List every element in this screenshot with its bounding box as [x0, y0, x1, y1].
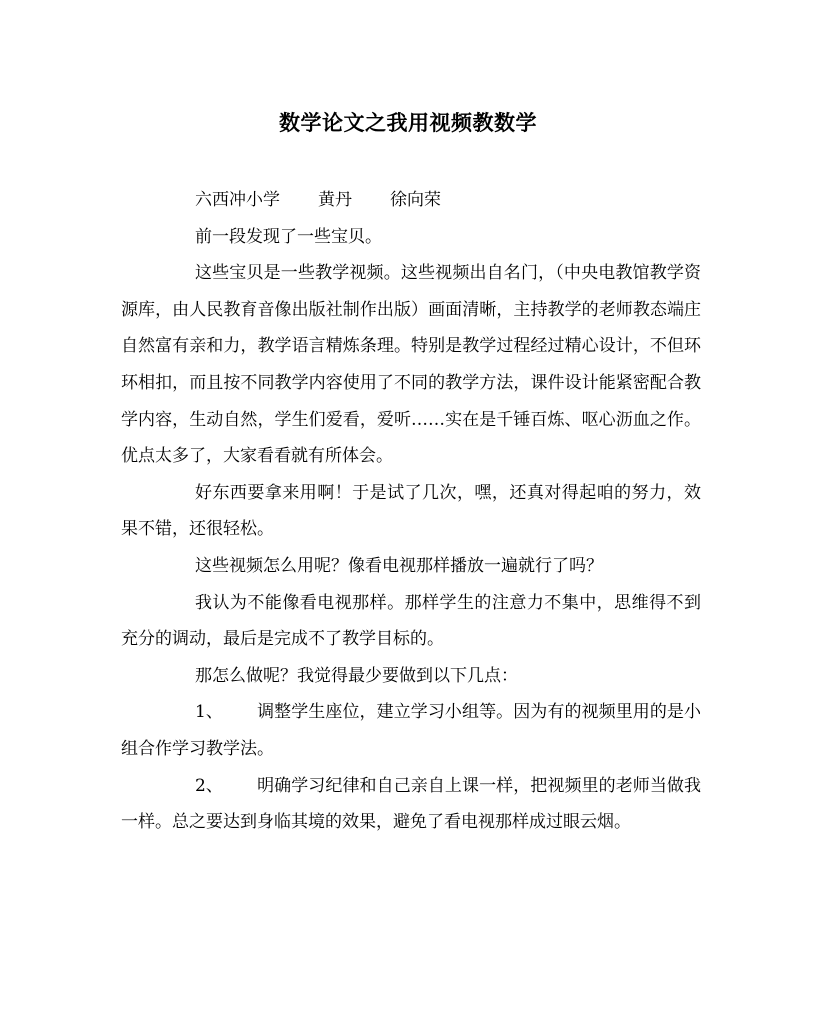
paragraph-3: 好东西要拿来用啊！于是试了几次，嘿，还真对得起咱的努力，效果不错，还很轻松。: [121, 482, 701, 540]
list-item-2: [121, 768, 701, 841]
paragraph-1: 前一段发现了一些宝贝。: [195, 226, 382, 247]
document-title: 数学论文之我用视频教数学: [279, 110, 537, 135]
document-body: [121, 182, 701, 841]
list-item-1: [121, 694, 701, 767]
paragraph-6: 那怎么做呢？我觉得最少要做到以下几点：: [195, 665, 518, 686]
paragraph-4: 这些视频怎么用呢？像看电视那样播放一遍就行了吗？: [195, 555, 603, 576]
list-item-number: 2、: [195, 775, 223, 796]
byline-author-2: 徐向荣: [390, 190, 441, 210]
byline-author-1: 黄丹: [318, 190, 352, 210]
byline-school: 六西冲小学: [195, 190, 280, 210]
paragraph-2: 这些宝贝是一些教学视频。这些视频出自名门，（中央电教馆教学资源库，由人民教育音像出版社制作出版）画面清晰，主持教学的老师教态端庄自然富有亲和力，教学语言精炼条理。特别是教学过程经过精心设计，不但环环相扣，而且按不同教学内容使用了不同的教学方法，课件设计能紧密配合教学内容，生动自然，学生们爱看，爱听……实在是千锤百炼、呕心沥血之作。优点太多了，大家看看就有所体会。: [121, 263, 701, 467]
paragraph-5: 我认为不能像看电视那样。那样学生的注意力不集中，思维得不到充分的调动，最后是完成不了教学目标的。: [121, 592, 701, 650]
list-item-text: 明确学习纪律和自己亲自上课一样，把视频里的老师当做我一样。总之要达到身临其境的效果，避免了看电视那样成过眼云烟。: [121, 775, 701, 833]
byline: [121, 182, 701, 219]
list-item-text: 调整学生座位，建立学习小组等。因为有的视频里用的是小组合作学习教学法。: [121, 702, 701, 759]
list-item-number: 1、: [195, 702, 223, 723]
